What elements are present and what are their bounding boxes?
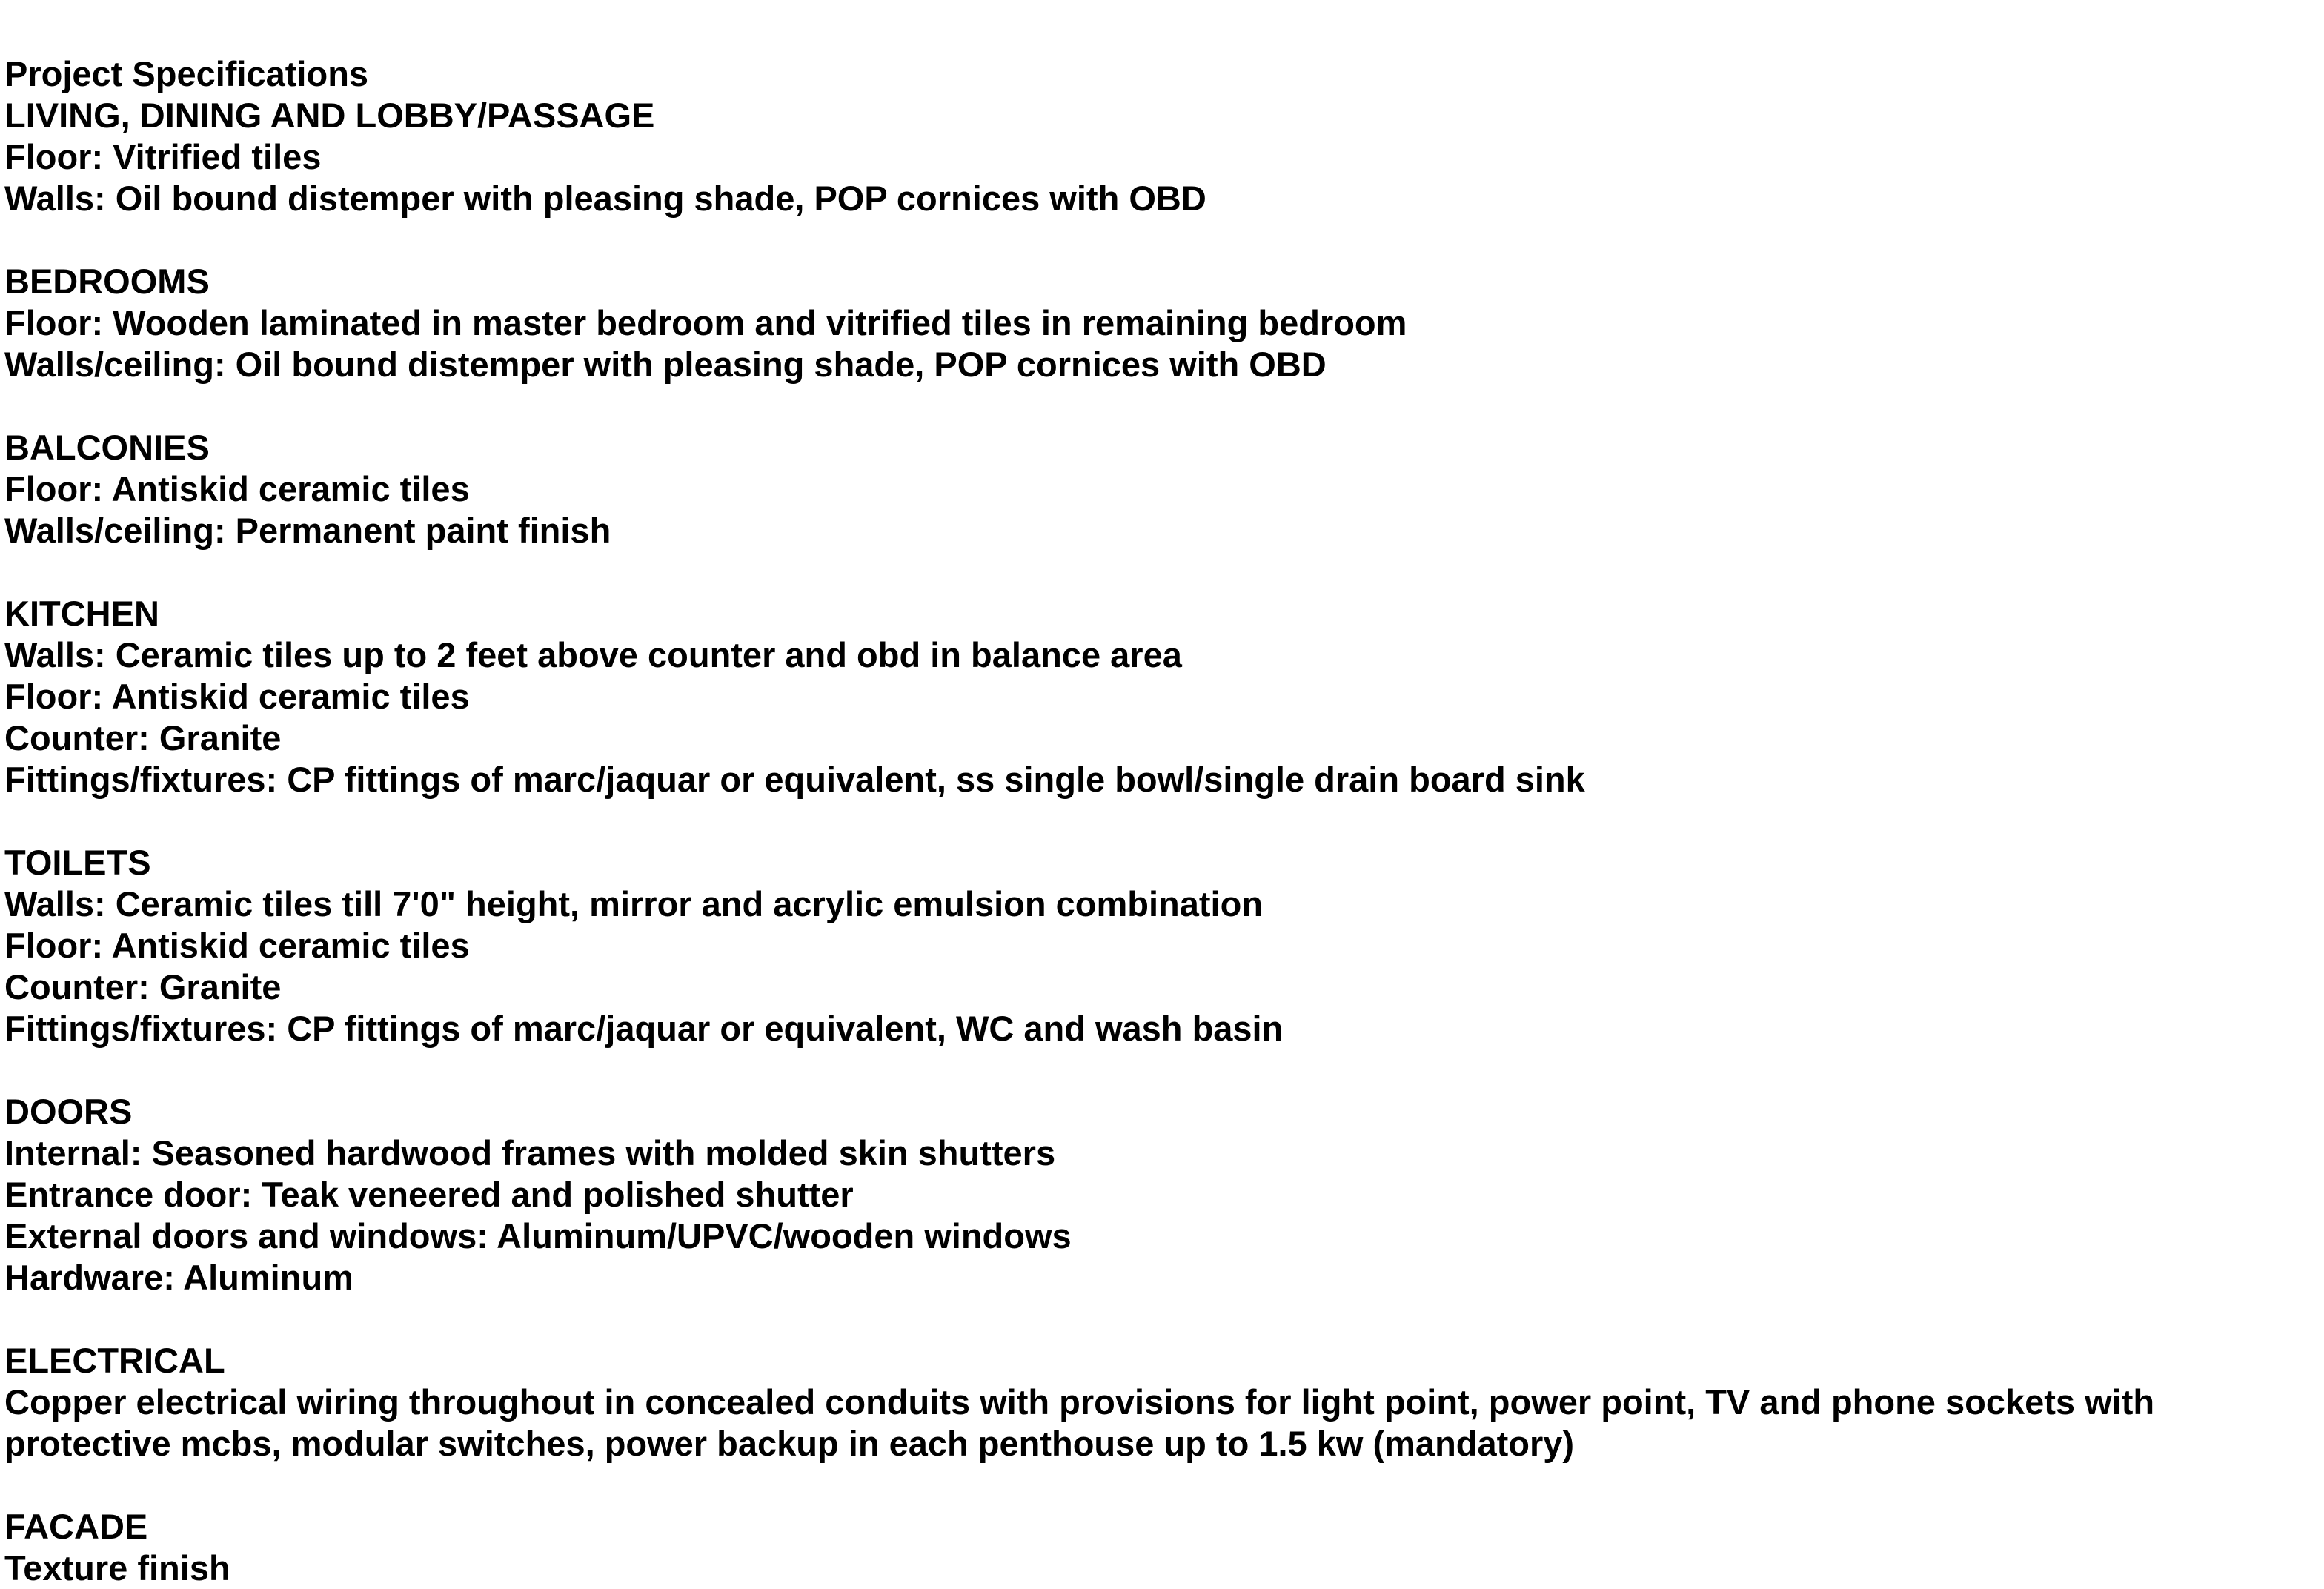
spec-paragraph: Copper electrical wiring throughout in concealed conduits with provisions for light point, power point, TV and phone sockets with protective mcbs, modular switches, power backup in each penthouse up to 1.5 kw (mandatory) <box>4 1382 2155 1463</box>
section-facade <box>4 1506 2309 1589</box>
section-living-dining-lobby <box>4 95 2309 219</box>
section-doors <box>4 1091 2309 1298</box>
spec-line: Hardware: Aluminum <box>4 1258 353 1297</box>
spec-line: Floor: Vitrified tiles <box>4 137 322 176</box>
spec-line: Walls: Ceramic tiles till 7'0" height, mirror and acrylic emulsion combination <box>4 884 1264 923</box>
section-toilets <box>4 842 2309 1049</box>
spec-line: Walls: Oil bound distemper with pleasing shade, POP cornices with OBD <box>4 179 1206 218</box>
spec-line: Floor: Antiskid ceramic tiles <box>4 677 470 716</box>
document-title: Project Specifications <box>4 54 369 93</box>
spec-line: Floor: Antiskid ceramic tiles <box>4 469 470 508</box>
spec-line: External doors and windows: Aluminum/UPVC/wooden windows <box>4 1216 1072 1255</box>
specifications-document <box>4 53 2309 1589</box>
section-heading: ELECTRICAL <box>4 1341 225 1380</box>
spec-line: Texture finish <box>4 1548 230 1588</box>
spec-line: Internal: Seasoned hardwood frames with molded skin shutters <box>4 1133 1056 1172</box>
section-heading: DOORS <box>4 1092 133 1131</box>
section-heading: TOILETS <box>4 843 151 882</box>
section-kitchen <box>4 593 2309 800</box>
spec-line: Entrance door: Teak veneered and polished shutter <box>4 1175 854 1214</box>
section-heading: BEDROOMS <box>4 262 210 301</box>
section-electrical <box>4 1340 2309 1464</box>
spec-line: Fittings/fixtures: CP fittings of marc/jaquar or equivalent, ss single bowl/single drain board sink <box>4 760 1585 799</box>
section-bedrooms <box>4 261 2309 385</box>
spec-line: Walls: Ceramic tiles up to 2 feet above counter and obd in balance area <box>4 635 1182 674</box>
section-heading: FACADE <box>4 1507 148 1546</box>
spec-line: Walls/ceiling: Permanent paint finish <box>4 511 611 550</box>
section-heading: LIVING, DINING AND LOBBY/PASSAGE <box>4 96 655 135</box>
spec-line: Counter: Granite <box>4 718 282 757</box>
spec-line: Floor: Wooden laminated in master bedroom and vitrified tiles in remaining bedroom <box>4 303 1407 342</box>
spec-line: Walls/ceiling: Oil bound distemper with pleasing shade, POP cornices with OBD <box>4 345 1327 384</box>
section-heading: KITCHEN <box>4 594 159 633</box>
spec-line: Counter: Granite <box>4 967 282 1006</box>
section-heading: BALCONIES <box>4 428 210 467</box>
spec-line: Fittings/fixtures: CP fittings of marc/jaquar or equivalent, WC and wash basin <box>4 1009 1284 1048</box>
spec-line: Floor: Antiskid ceramic tiles <box>4 926 470 965</box>
section-balconies <box>4 427 2309 551</box>
